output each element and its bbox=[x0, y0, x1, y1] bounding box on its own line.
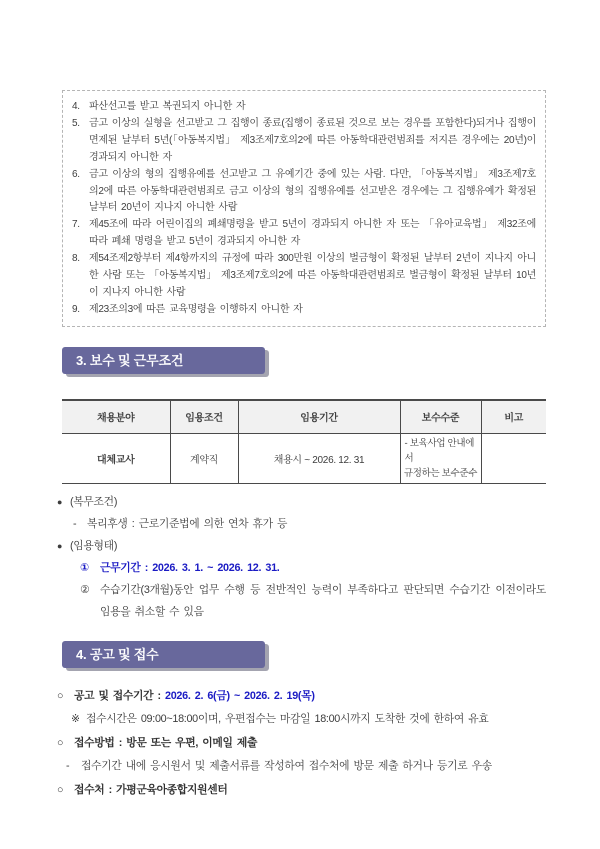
apply-period-label: 공고 및 접수기간 : bbox=[74, 689, 161, 702]
duty-conditions-label: (복무조건) bbox=[70, 495, 118, 508]
dash-marker: - bbox=[66, 760, 70, 773]
table-data-row bbox=[62, 433, 546, 483]
work-conditions-detail bbox=[0, 491, 546, 623]
apply-method-detail-line bbox=[0, 755, 560, 779]
employment-type-heading bbox=[0, 535, 546, 557]
apply-period-line bbox=[0, 685, 560, 709]
cell-recruit-field: 대체교사 bbox=[62, 433, 170, 483]
col-header-recruit-field: 채용분야 bbox=[62, 400, 170, 434]
work-period-text: 근무기간 : 2026. 3. 1. ~ 2026. 12. 31. bbox=[100, 561, 280, 574]
eligibility-item bbox=[70, 167, 536, 218]
col-header-pay-level: 보수수준 bbox=[400, 400, 481, 434]
bullet-icon: ● bbox=[57, 496, 63, 507]
pay-level-line1: - 보육사업 안내에서 bbox=[404, 437, 475, 464]
work-period-line bbox=[0, 557, 546, 579]
apply-place-label: 접수처 : bbox=[74, 783, 112, 796]
circled-one-marker: ① bbox=[80, 561, 89, 574]
item-number: 9. bbox=[72, 303, 80, 315]
eligibility-item bbox=[70, 302, 536, 319]
eligibility-criteria-box bbox=[62, 90, 546, 327]
item-number: 6. bbox=[72, 168, 80, 180]
item-number: 4. bbox=[72, 101, 80, 112]
cell-pay-level bbox=[400, 433, 481, 483]
section-title-pay-conditions: 3. 보수 및 근무조건 bbox=[62, 347, 265, 374]
cell-appointment-condition: 계약직 bbox=[170, 433, 238, 483]
apply-method-detail-text: 접수기간 내에 응시원서 및 제출서류를 작성하여 접수처에 방문 제출 하거나 등기로 우송 bbox=[81, 760, 492, 773]
table-header-row bbox=[62, 400, 546, 434]
item-text: 금고 이상의 실형을 선고받고 그 집행이 종료(집행이 종료된 것으로 보는 경우를 포함한다)되거나 집행이 면제된 날부터 5년(「아동복지법」 제3조제7호의2에 따른 아동학대관련범죄를 저지른 경우에는 20년)이 경과되지 아니한 자 bbox=[89, 117, 536, 163]
circle-marker: ○ bbox=[57, 689, 64, 702]
apply-method-label: 접수방법 : bbox=[74, 736, 123, 749]
eligibility-item bbox=[70, 217, 536, 251]
probation-text: 수습기간(3개월)동안 업무 수행 등 전반적인 능력이 부족하다고 판단되면 수습기간 이전이라도 임용을 취소할 수 있음 bbox=[100, 583, 546, 618]
pay-level-line2: 규정하는 보수준수 bbox=[403, 467, 478, 479]
col-header-appointment-period: 임용기간 bbox=[238, 400, 400, 434]
apply-place-value: 가평군육아종합지원센터 bbox=[116, 783, 228, 796]
col-header-appointment-condition: 임용조건 bbox=[170, 400, 238, 434]
probation-line bbox=[0, 579, 546, 623]
employment-type-label: (임용형태) bbox=[70, 539, 118, 552]
section-title-announcement-apply: 4. 공고 및 접수 bbox=[62, 641, 265, 668]
eligibility-item bbox=[70, 99, 536, 116]
apply-info bbox=[0, 685, 560, 803]
apply-time-note-line bbox=[0, 708, 560, 732]
apply-method-line bbox=[0, 732, 560, 756]
welfare-text: 복리후생 : 근로기준법에 의한 연차 휴가 등 bbox=[87, 517, 288, 530]
eligibility-item bbox=[70, 251, 536, 302]
item-text: 파산선고를 받고 복권되지 아니한 자 bbox=[89, 101, 246, 112]
reference-mark: ※ bbox=[71, 713, 80, 726]
col-header-note: 비고 bbox=[481, 400, 546, 434]
item-number: 5. bbox=[72, 117, 80, 129]
apply-method-value: 방문 또는 우편, 이메일 제출 bbox=[126, 736, 258, 749]
item-text: 금고 이상의 형의 집행유예를 선고받고 그 유예기간 중에 있는 사람. 다만, 「아동복지법」 제3조제7호의2에 따른 아동학대관련범죄로 금고 이상의 형의 집행유예를 선고받은 경우에는 그 집행유예가 확정된 날부터 20년이 지나지 아니한 사람 bbox=[89, 168, 536, 214]
duty-conditions-heading bbox=[0, 491, 546, 513]
duty-conditions-detail bbox=[0, 513, 546, 535]
circle-marker: ○ bbox=[57, 783, 64, 796]
item-text: 제23조의3에 따른 교육명령을 이행하지 아니한 자 bbox=[89, 303, 303, 315]
item-text: 제45조에 따라 어린이집의 폐쇄명령을 받고 5년이 경과되지 아니한 자 또는 「유아교육법」 제32조에 따라 폐쇄 명령을 받고 5년이 경과되지 아니한 자 bbox=[89, 219, 536, 248]
item-number: 7. bbox=[72, 219, 80, 231]
item-text: 제54조제2항부터 제4항까지의 규정에 따라 300만원 이상의 벌금형이 확정된 날부터 2년이 지나지 아니한 사람 또는 「아동복지법」 제3조제7호의2에 따른 아동학대관련범죄로 벌금형이 확정된 날부터 10년이 지나지 아니한 사람 bbox=[89, 253, 536, 298]
apply-time-note-text: 접수시간은 09:00~18:00이며, 우편접수는 마감일 18:00시까지 도착한 것에 한하여 유효 bbox=[86, 713, 489, 726]
apply-place-line bbox=[0, 779, 560, 803]
cell-note bbox=[481, 433, 546, 483]
circle-marker: ○ bbox=[57, 736, 64, 749]
item-number: 8. bbox=[72, 253, 80, 265]
dash-marker: - bbox=[73, 517, 77, 530]
bullet-icon: ● bbox=[57, 540, 63, 551]
circled-two-marker: ② bbox=[80, 583, 90, 596]
apply-period-value: 2026. 2. 6(금) ~ 2026. 2. 19(목) bbox=[165, 689, 315, 702]
cell-appointment-period: 채용시 ~ 2026. 12. 31 bbox=[238, 433, 400, 483]
pay-conditions-table bbox=[62, 399, 546, 484]
eligibility-item bbox=[70, 116, 536, 167]
